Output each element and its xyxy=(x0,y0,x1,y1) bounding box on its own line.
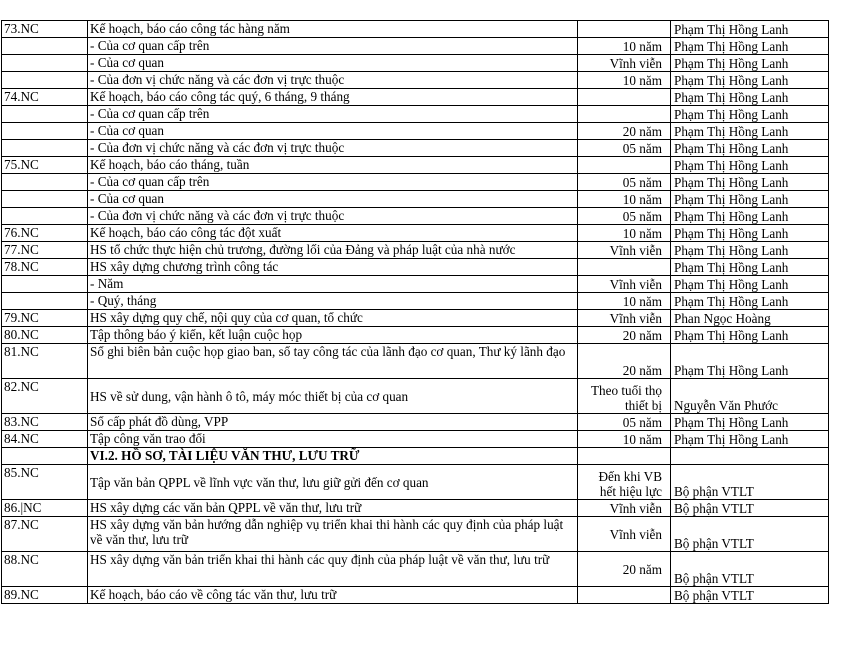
row-code: 85.NC xyxy=(2,465,88,500)
row-title: VI.2. HỒ SƠ, TÀI LIỆU VĂN THƯ, LƯU TRỮ xyxy=(88,448,578,465)
row-responsible-person: Phạm Thị Hồng Lanh xyxy=(671,344,829,379)
row-title: - Năm xyxy=(88,276,578,293)
row-responsible-person: Phạm Thị Hồng Lanh xyxy=(671,431,829,448)
row-code: 82.NC xyxy=(2,379,88,414)
row-title: Tập thông báo ý kiến, kết luận cuộc họp xyxy=(88,327,578,344)
row-title: - Của cơ quan cấp trên xyxy=(88,106,578,123)
row-code: 88.NC xyxy=(2,552,88,587)
row-code: 75.NC xyxy=(2,157,88,174)
row-title: Tập công văn trao đổi xyxy=(88,431,578,448)
table-row xyxy=(2,140,829,157)
row-retention-period: 05 năm xyxy=(578,140,671,157)
table-row xyxy=(2,517,829,552)
row-code: 78.NC xyxy=(2,259,88,276)
table-row xyxy=(2,414,829,431)
row-responsible-person: Bộ phận VTLT xyxy=(671,500,829,517)
row-code xyxy=(2,276,88,293)
row-retention-period: Vĩnh viễn xyxy=(578,517,671,552)
row-retention-period xyxy=(578,106,671,123)
row-responsible-person: Nguyễn Văn Phước xyxy=(671,379,829,414)
row-retention-period: 20 năm xyxy=(578,327,671,344)
table-row xyxy=(2,225,829,242)
row-retention-period: Vĩnh viễn xyxy=(578,500,671,517)
retention-schedule-table xyxy=(1,20,829,604)
row-code: 81.NC xyxy=(2,344,88,379)
row-code: 87.NC xyxy=(2,517,88,552)
row-responsible-person: Phạm Thị Hồng Lanh xyxy=(671,157,829,174)
row-title: HS xây dựng văn bản hướng dẫn nghiệp vụ triển khai thi hành các quy định của pháp luật về văn thư, lưu trữ xyxy=(88,517,578,552)
row-retention-period xyxy=(578,259,671,276)
row-code: 86.|NC xyxy=(2,500,88,517)
row-retention-period xyxy=(578,157,671,174)
row-title: HS tổ chức thực hiện chủ trương, đường lối của Đảng và pháp luật của nhà nước xyxy=(88,242,578,259)
row-retention-period: Theo tuổi thọ thiết bị xyxy=(578,379,671,414)
row-responsible-person: Phạm Thị Hồng Lanh xyxy=(671,106,829,123)
row-code: 80.NC xyxy=(2,327,88,344)
row-title: - Của cơ quan xyxy=(88,123,578,140)
row-title: Kế hoạch, báo cáo về công tác văn thư, lưu trữ xyxy=(88,587,578,604)
table-row xyxy=(2,208,829,225)
row-title: - Của cơ quan cấp trên xyxy=(88,38,578,55)
row-title: HS xây dựng quy chế, nội quy của cơ quan, tổ chức xyxy=(88,310,578,327)
row-title: HS xây dựng chương trình công tác xyxy=(88,259,578,276)
row-code: 77.NC xyxy=(2,242,88,259)
row-responsible-person: Phạm Thị Hồng Lanh xyxy=(671,55,829,72)
row-title: HS xây dựng các văn bản QPPL về văn thư, lưu trữ xyxy=(88,500,578,517)
table-row xyxy=(2,157,829,174)
row-code: 83.NC xyxy=(2,414,88,431)
row-code: 74.NC xyxy=(2,89,88,106)
row-retention-period: 10 năm xyxy=(578,225,671,242)
row-retention-period xyxy=(578,587,671,604)
row-code: 73.NC xyxy=(2,21,88,38)
row-title: - Của cơ quan xyxy=(88,191,578,208)
row-responsible-person: Phạm Thị Hồng Lanh xyxy=(671,327,829,344)
table-row xyxy=(2,55,829,72)
row-retention-period: 10 năm xyxy=(578,38,671,55)
row-code xyxy=(2,140,88,157)
row-responsible-person: Phạm Thị Hồng Lanh xyxy=(671,414,829,431)
row-responsible-person xyxy=(671,448,829,465)
row-responsible-person: Phạm Thị Hồng Lanh xyxy=(671,191,829,208)
row-retention-period: 05 năm xyxy=(578,174,671,191)
row-retention-period: 10 năm xyxy=(578,293,671,310)
row-code: 84.NC xyxy=(2,431,88,448)
row-title: - Của đơn vị chức năng và các đơn vị trực thuộc xyxy=(88,208,578,225)
row-title: HS xây dựng văn bản triển khai thi hành các quy định của pháp luật về văn thư, lưu trữ xyxy=(88,552,578,587)
row-retention-period: 20 năm xyxy=(578,123,671,140)
row-responsible-person: Phạm Thị Hồng Lanh xyxy=(671,89,829,106)
row-responsible-person: Phạm Thị Hồng Lanh xyxy=(671,293,829,310)
row-retention-period: 20 năm xyxy=(578,344,671,379)
row-retention-period: Vĩnh viễn xyxy=(578,310,671,327)
row-responsible-person: Bộ phận VTLT xyxy=(671,465,829,500)
table-row xyxy=(2,465,829,500)
row-retention-period: 05 năm xyxy=(578,208,671,225)
row-title: - Của đơn vị chức năng và các đơn vị trực thuộc xyxy=(88,140,578,157)
row-title: - Của đơn vị chức năng và các đơn vị trực thuộc xyxy=(88,72,578,89)
row-title: HS về sử dung, vận hành ô tô, máy móc thiết bị của cơ quan xyxy=(88,379,578,414)
row-retention-period: 10 năm xyxy=(578,72,671,89)
row-retention-period: Vĩnh viễn xyxy=(578,242,671,259)
row-responsible-person: Phạm Thị Hồng Lanh xyxy=(671,21,829,38)
row-code xyxy=(2,55,88,72)
row-code xyxy=(2,191,88,208)
row-code xyxy=(2,293,88,310)
table-row xyxy=(2,123,829,140)
table-row xyxy=(2,242,829,259)
row-responsible-person: Phạm Thị Hồng Lanh xyxy=(671,225,829,242)
row-title: Kế hoạch, báo cáo tháng, tuần xyxy=(88,157,578,174)
row-responsible-person: Phạm Thị Hồng Lanh xyxy=(671,242,829,259)
row-code xyxy=(2,174,88,191)
row-code xyxy=(2,38,88,55)
row-responsible-person: Bộ phận VTLT xyxy=(671,517,829,552)
table-row xyxy=(2,431,829,448)
table-row xyxy=(2,310,829,327)
table-row xyxy=(2,21,829,38)
table-row xyxy=(2,191,829,208)
row-responsible-person: Phan Ngọc Hoàng xyxy=(671,310,829,327)
row-title: - Của cơ quan xyxy=(88,55,578,72)
row-retention-period: Vĩnh viễn xyxy=(578,276,671,293)
table-row xyxy=(2,344,829,379)
row-retention-period xyxy=(578,89,671,106)
row-responsible-person: Phạm Thị Hồng Lanh xyxy=(671,72,829,89)
row-code: 89.NC xyxy=(2,587,88,604)
row-title: Sổ ghi biên bản cuộc họp giao ban, sổ tay công tác của lãnh đạo cơ quan, Thư ký lãnh đạo xyxy=(88,344,578,379)
row-title: Kế hoạch, báo cáo công tác đột xuất xyxy=(88,225,578,242)
row-title: - Của cơ quan cấp trên xyxy=(88,174,578,191)
table-body xyxy=(2,21,829,604)
row-retention-period: Đến khi VB hết hiệu lực xyxy=(578,465,671,500)
row-responsible-person: Phạm Thị Hồng Lanh xyxy=(671,259,829,276)
section-header-row xyxy=(2,448,829,465)
row-retention-period: 05 năm xyxy=(578,414,671,431)
row-retention-period xyxy=(578,21,671,38)
row-title: Kế hoạch, báo cáo công tác hàng năm xyxy=(88,21,578,38)
table-row xyxy=(2,106,829,123)
row-responsible-person: Phạm Thị Hồng Lanh xyxy=(671,38,829,55)
row-responsible-person: Bộ phận VTLT xyxy=(671,552,829,587)
table-row xyxy=(2,500,829,517)
row-code xyxy=(2,208,88,225)
row-code: 79.NC xyxy=(2,310,88,327)
table-row xyxy=(2,174,829,191)
table-row xyxy=(2,72,829,89)
row-title: - Quý, tháng xyxy=(88,293,578,310)
row-responsible-person: Phạm Thị Hồng Lanh xyxy=(671,276,829,293)
table-row xyxy=(2,89,829,106)
row-code xyxy=(2,106,88,123)
table-row xyxy=(2,552,829,587)
table-row xyxy=(2,327,829,344)
row-responsible-person: Phạm Thị Hồng Lanh xyxy=(671,140,829,157)
row-retention-period xyxy=(578,448,671,465)
row-title: Sổ cấp phát đồ dùng, VPP xyxy=(88,414,578,431)
row-retention-period: 20 năm xyxy=(578,552,671,587)
table-row xyxy=(2,379,829,414)
row-responsible-person: Bộ phận VTLT xyxy=(671,587,829,604)
table-row xyxy=(2,276,829,293)
row-responsible-person: Phạm Thị Hồng Lanh xyxy=(671,208,829,225)
table-row xyxy=(2,587,829,604)
row-responsible-person: Phạm Thị Hồng Lanh xyxy=(671,123,829,140)
row-title: Kế hoạch, báo cáo công tác quý, 6 tháng, 9 tháng xyxy=(88,89,578,106)
row-code: 76.NC xyxy=(2,225,88,242)
row-title: Tập văn bản QPPL về lĩnh vực văn thư, lưu giữ gửi đến cơ quan xyxy=(88,465,578,500)
row-code xyxy=(2,72,88,89)
table-row xyxy=(2,293,829,310)
table-row xyxy=(2,38,829,55)
row-code xyxy=(2,123,88,140)
row-retention-period: 10 năm xyxy=(578,191,671,208)
row-responsible-person: Phạm Thị Hồng Lanh xyxy=(671,174,829,191)
row-retention-period: Vĩnh viễn xyxy=(578,55,671,72)
row-code xyxy=(2,448,88,465)
row-retention-period: 10 năm xyxy=(578,431,671,448)
table-row xyxy=(2,259,829,276)
